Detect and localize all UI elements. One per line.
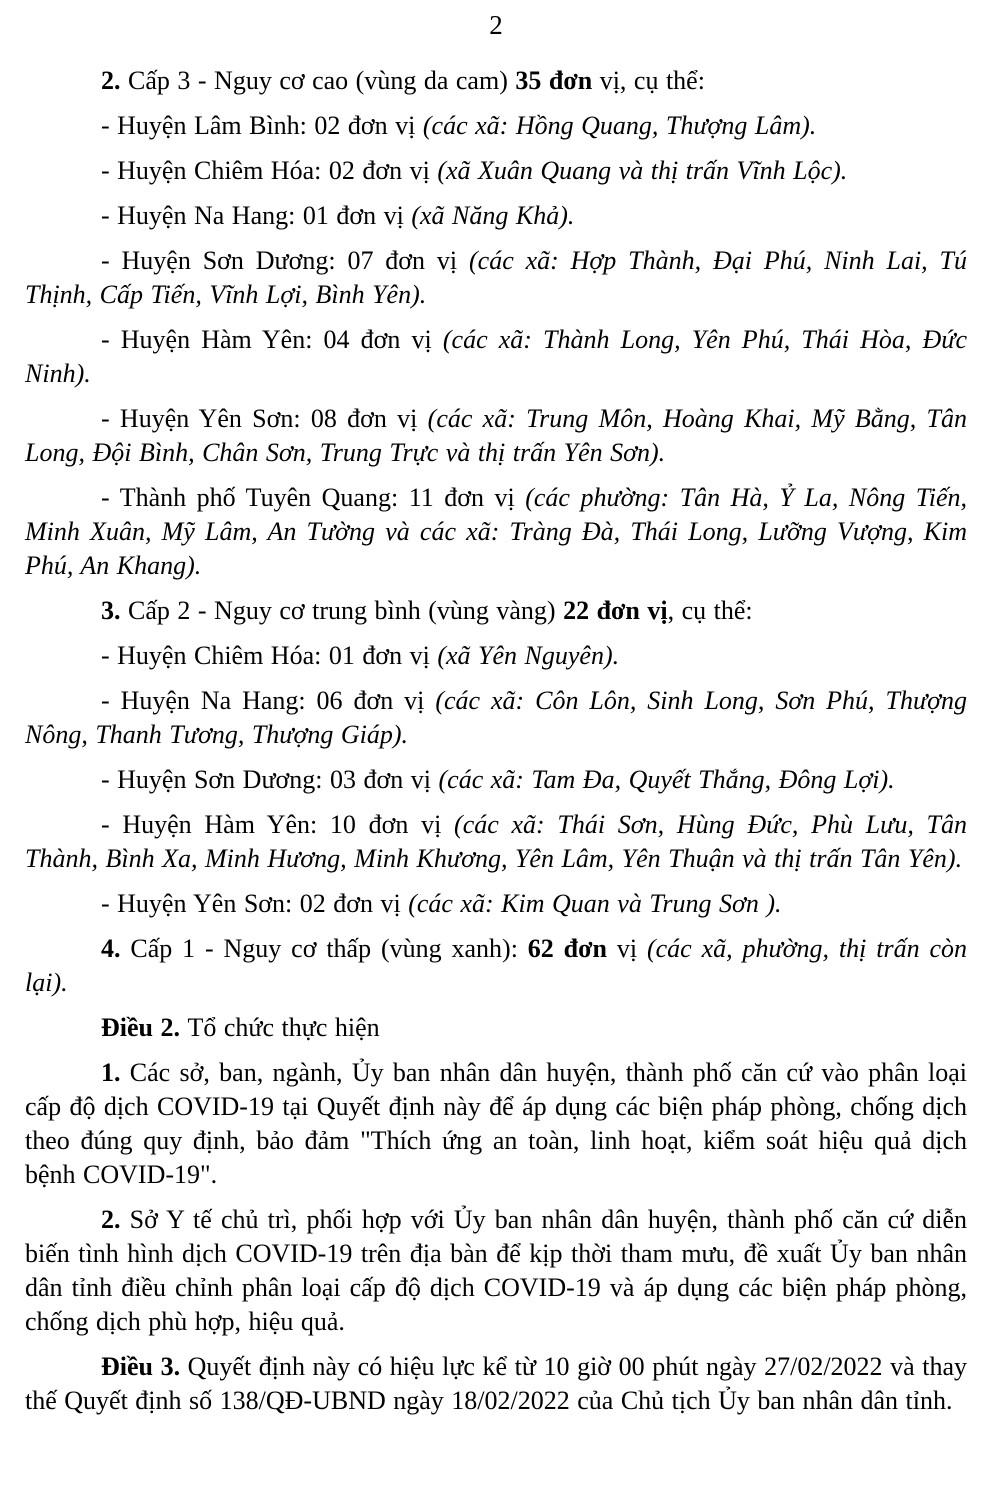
paragraph	[25, 594, 967, 628]
text-segment: 62 đơn	[527, 934, 607, 963]
text-segment: - Huyện Sơn Dương: 03 đơn vị	[101, 765, 439, 794]
text-segment: 4.	[101, 934, 131, 963]
paragraph	[25, 763, 967, 797]
text-segment: (xã Xuân Quang và thị trấn Vĩnh Lộc).	[437, 156, 848, 185]
text-segment: - Huyện Hàm Yên: 10 đơn vị	[101, 810, 455, 839]
text-segment: 35 đơn	[515, 66, 593, 95]
paragraph	[25, 887, 967, 921]
text-segment: , cụ thể:	[667, 596, 753, 625]
paragraph	[25, 1350, 967, 1418]
text-segment: 3.	[101, 596, 128, 625]
text-segment: (các xã, phường, thị trấn còn lại).	[25, 934, 967, 997]
text-segment: (các xã: Hợp Thành, Đại Phú, Ninh Lai, Tú Thịnh, Cấp Tiến, Vĩnh Lợi, Bình Yên).	[25, 246, 967, 309]
text-segment: - Huyện Lâm Bình: 02 đơn vị	[101, 111, 423, 140]
text-segment: (xã Yên Nguyên).	[437, 641, 620, 670]
text-segment: - Huyện Sơn Dương: 07 đơn vị	[101, 246, 469, 275]
text-segment: (các xã: Trung Môn, Hoàng Khai, Mỹ Bằng, Tân Long, Đội Bình, Chân Sơn, Trung Trực và thị trấn Yên Sơn).	[25, 404, 968, 467]
text-segment: Sở Y tế chủ trì, phối hợp với Ủy ban nhân dân huyện, thành phố căn cứ diễn biến tình hình dịch COVID-19 trên địa bàn để kịp thời tham mưu, đề xuất Ủy ban nhân dân tỉnh điều chỉnh phân loại cấp độ dịch COVID-19 và áp dụng các biện pháp phòng, chống dịch phù hợp, hiệu quả.	[25, 1205, 968, 1336]
paragraph	[25, 323, 967, 391]
text-segment: (các xã: Thái Sơn, Hùng Đức, Phù Lưu, Tân Thành, Bình Xa, Minh Hương, Minh Khương, Yên Lâm, Yên Thuận và thị trấn Tân Yên).	[25, 810, 967, 873]
text-segment: 22 đơn vị	[563, 596, 668, 625]
paragraph	[25, 1203, 967, 1339]
paragraph	[25, 639, 967, 673]
text-segment: (các xã: Hồng Quang, Thượng Lâm).	[422, 111, 817, 140]
text-segment: - Huyện Yên Sơn: 02 đơn vị	[101, 889, 409, 918]
text-segment: - Huyện Chiêm Hóa: 02 đơn vị	[101, 156, 438, 185]
text-segment: - Huyện Chiêm Hóa: 01 đơn vị	[101, 641, 438, 670]
text-segment: Cấp 2 - Nguy cơ trung bình (vùng vàng)	[128, 596, 564, 625]
text-segment: 2.	[101, 66, 128, 95]
text-segment: (xã Năng Khả).	[411, 201, 575, 230]
paragraph	[25, 481, 967, 583]
text-segment: - Huyện Yên Sơn: 08 đơn vị	[101, 404, 428, 433]
text-segment: (các phường: Tân Hà, Ỷ La, Nông Tiến, Minh Xuân, Mỹ Lâm, An Tường và các xã: Tràng Đà, Thái Long, Lưỡng Vượng, Kim Phú, An Khang).	[25, 483, 967, 580]
paragraph	[25, 64, 967, 98]
paragraph	[25, 1056, 967, 1192]
text-segment: (các xã: Tam Đa, Quyết Thắng, Đông Lợi).	[438, 765, 895, 794]
text-segment: vị, cụ thể:	[592, 66, 705, 95]
text-segment: - Huyện Hàm Yên: 04 đơn vị	[101, 325, 443, 354]
paragraph	[25, 199, 967, 233]
text-segment: (các xã: Thành Long, Yên Phú, Thái Hòa, Đức Ninh).	[25, 325, 967, 388]
paragraph	[25, 684, 967, 752]
text-segment: (các xã: Côn Lôn, Sinh Long, Sơn Phú, Thượng Nông, Thanh Tương, Thượng Giáp).	[25, 686, 967, 749]
text-segment: 2.	[101, 1205, 130, 1234]
text-segment: 1.	[101, 1058, 130, 1087]
page-number: 2	[489, 10, 503, 40]
text-segment: Quyết định này có hiệu lực kể từ 10 giờ 00 phút ngày 27/02/2022 và thay thế Quyết định số 138/QĐ-UBND ngày 18/02/2022 của Chủ tịch Ủy ban nhân dân tỉnh.	[25, 1352, 967, 1415]
document-body	[25, 64, 967, 1418]
paragraph	[25, 932, 967, 1000]
text-segment: (các xã: Kim Quan và Trung Sơn ).	[408, 889, 782, 918]
paragraph	[25, 109, 967, 143]
paragraph	[25, 1011, 967, 1045]
paragraph	[25, 154, 967, 188]
text-segment: Điều 3.	[101, 1352, 188, 1381]
text-segment: - Huyện Na Hang: 06 đơn vị	[101, 686, 436, 715]
text-segment: Cấp 3 - Nguy cơ cao (vùng da cam)	[128, 66, 516, 95]
text-segment: Tổ chức thực hiện	[187, 1013, 380, 1042]
text-segment: vị	[607, 934, 647, 963]
paragraph	[25, 808, 967, 876]
text-segment: Điều 2.	[101, 1013, 188, 1042]
text-segment: - Thành phố Tuyên Quang: 11 đơn vị	[101, 483, 526, 512]
paragraph	[25, 244, 967, 312]
paragraph	[25, 402, 967, 470]
text-segment: Các sở, ban, ngành, Ủy ban nhân dân huyện, thành phố căn cứ vào phân loại cấp độ dịch COVID-19 tại Quyết định này để áp dụng các biện pháp phòng, chống dịch theo đúng quy định, bảo đảm "Thích ứng an toàn, linh hoạt, kiểm soát hiệu quả dịch bệnh COVID-19".	[25, 1058, 967, 1189]
text-segment: Cấp 1 - Nguy cơ thấp (vùng xanh):	[130, 934, 528, 963]
text-segment: - Huyện Na Hang: 01 đơn vị	[101, 201, 412, 230]
